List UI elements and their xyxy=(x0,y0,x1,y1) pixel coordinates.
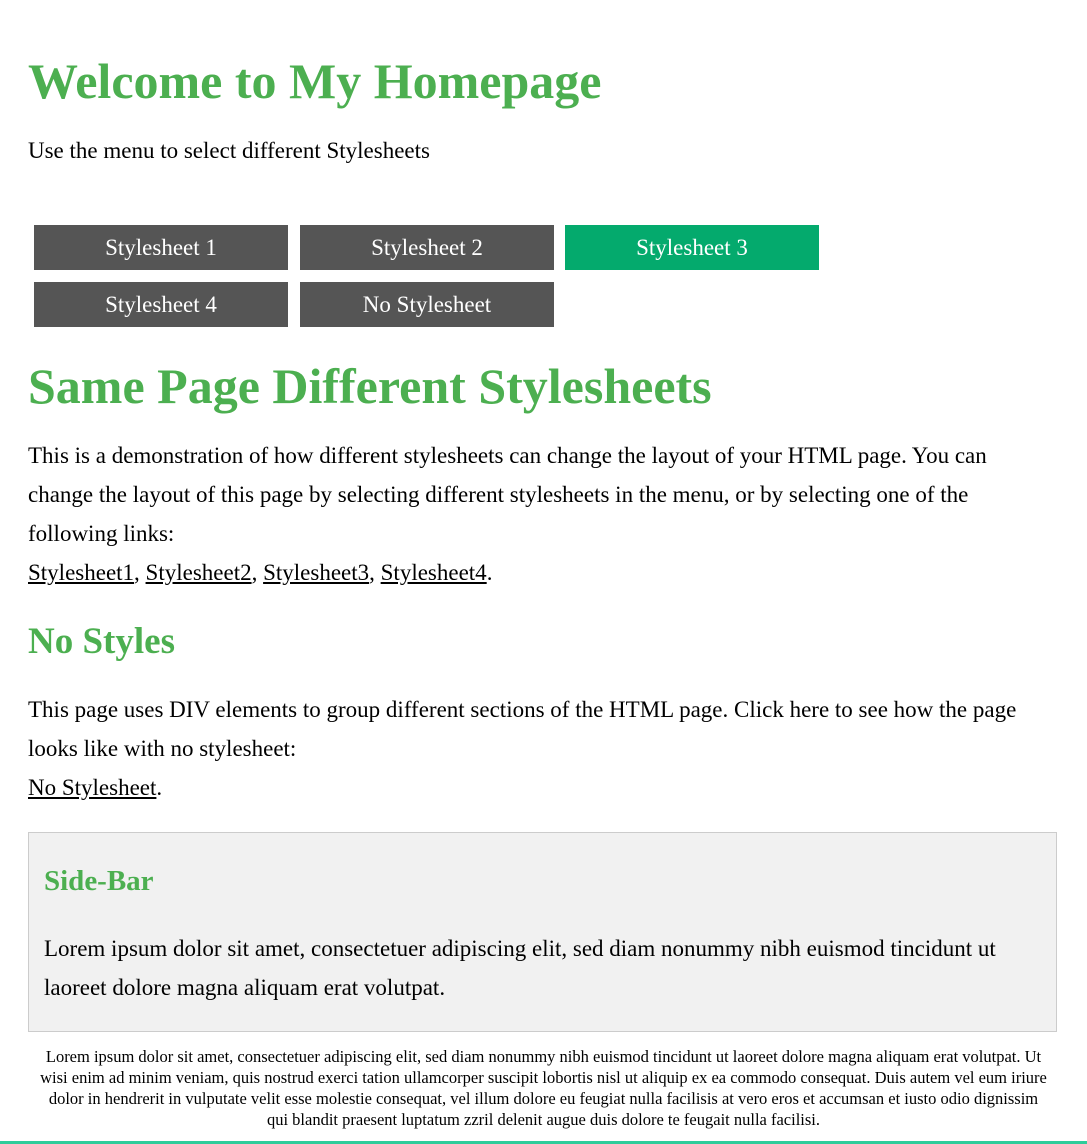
intro-text: Use the menu to select different Stylesheets xyxy=(28,138,430,163)
page-title: Welcome to My Homepage xyxy=(28,53,602,109)
side-bar-text: Lorem ipsum dolor sit amet, consectetuer adipiscing elit, sed diam nonummy nibh euismod tincidunt ut laoreet dolore magna aliquam erat volutpat. xyxy=(44,936,996,1000)
menu-button-stylesheet-3[interactable]: Stylesheet 3 xyxy=(565,225,819,270)
footer-text: Lorem ipsum dolor sit amet, consectetuer adipiscing elit, sed diam nonummy nibh euismod tincidunt ut laoreet dolore magna aliquam erat volutpat. Ut wisi enim ad minim veniam, quis nostrud exerci tation ullamcorper suscipit lobortis nisl ut aliquip ex ea commodo consequat. Duis autem vel eum iriure dolor in hendrerit in vulputate velit esse molestie consequat, vel illum dolore eu feugiat nulla facilisis at vero eros et accumsan et iusto odio dignissim qui blandit praesent luptatum zzril delenit augue duis dolore te feugait nulla facilisi. xyxy=(40,1047,1047,1129)
link-separator: , xyxy=(134,560,146,585)
menu-button-stylesheet-2[interactable]: Stylesheet 2 xyxy=(300,225,554,270)
no-styles-description xyxy=(28,690,1057,807)
link-stylesheet3[interactable]: Stylesheet3 xyxy=(263,560,370,585)
menu-button-stylesheet-4[interactable]: Stylesheet 4 xyxy=(34,282,288,327)
menu-button-no-stylesheet[interactable]: No Stylesheet xyxy=(300,282,554,327)
side-bar xyxy=(28,832,1057,1032)
demo-description xyxy=(28,436,1057,592)
link-stylesheet4[interactable]: Stylesheet4 xyxy=(380,560,487,585)
no-styles-title: No Styles xyxy=(28,621,175,662)
end-punctuation: . xyxy=(156,775,163,800)
link-stylesheet2[interactable]: Stylesheet2 xyxy=(145,560,252,585)
end-punctuation: . xyxy=(486,560,493,585)
demo-description-text: This is a demonstration of how different stylesheets can change the layout of your HTML page. You can change the layout of this page by selecting different stylesheets in the menu, or by selecting one of the following links: xyxy=(28,443,987,546)
link-stylesheet1[interactable]: Stylesheet1 xyxy=(28,560,135,585)
no-styles-description-text: This page uses DIV elements to group different sections of the HTML page. Click here to see how the page looks like with no stylesheet: xyxy=(28,697,1017,761)
side-bar-title: Side-Bar xyxy=(44,865,154,897)
section-title: Same Page Different Stylesheets xyxy=(28,358,712,414)
link-separator: , xyxy=(251,560,264,585)
link-separator: , xyxy=(369,560,381,585)
link-no-stylesheet[interactable]: No Stylesheet xyxy=(28,775,157,800)
menu-button-stylesheet-1[interactable]: Stylesheet 1 xyxy=(34,225,288,270)
